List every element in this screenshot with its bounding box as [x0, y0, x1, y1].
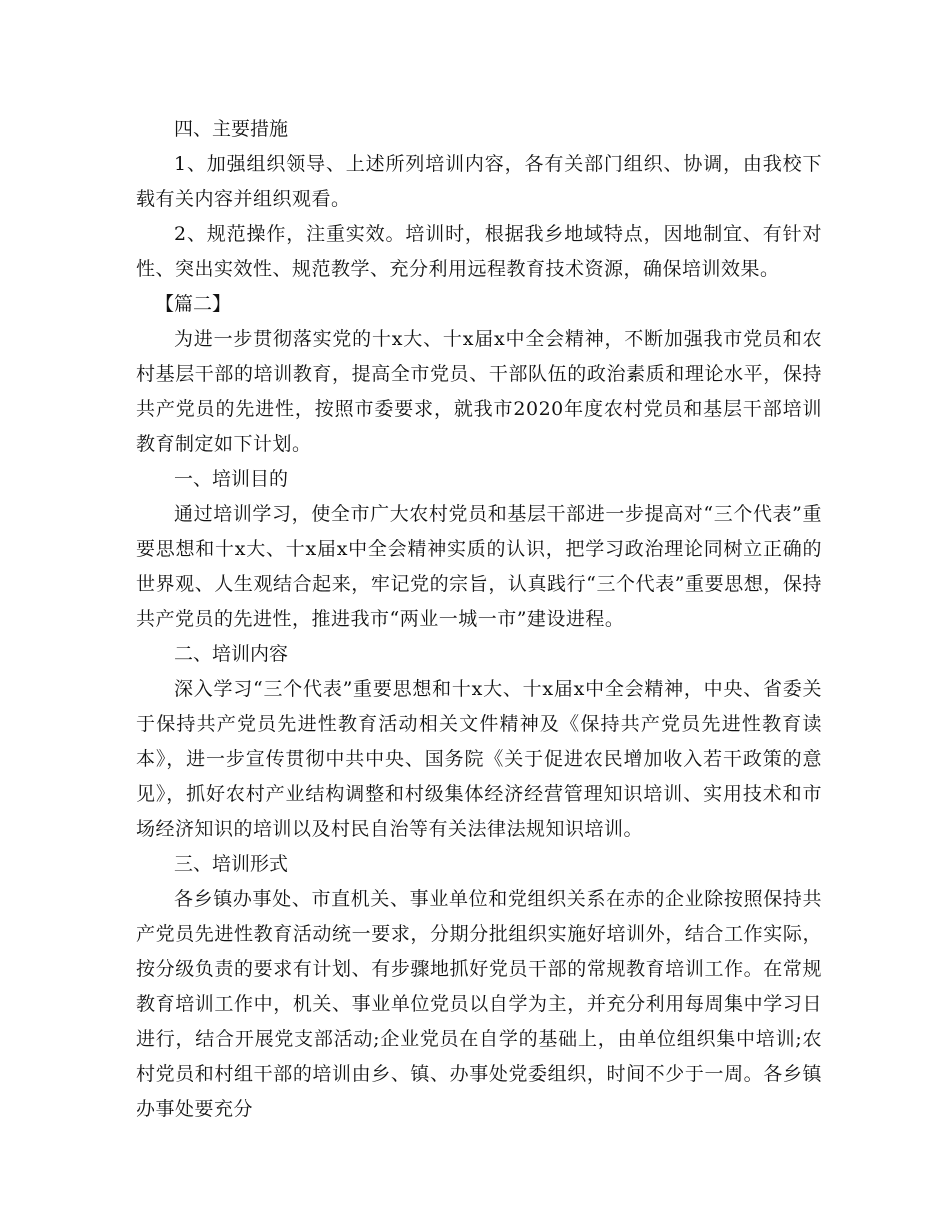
- document-page: [136, 112, 822, 1127]
- paragraph-measure-1: 1、加强组织领导、上述所列培训内容，各有关部门组织、协调，由我校下载有关内容并组织观看。: [136, 153, 822, 210]
- paragraph-format: 各乡镇办事处、市直机关、事业单位和党组织关系在赤的企业除按照保持共产党员先进性教育活动统一要求，分期分批组织实施好培训外，结合工作实际，按分级负责的要求有计划、有步骤地抓好党员干部的常规教育培训工作。在常规教育培训工作中，机关、事业单位党员以自学为主，并充分利用每周集中学习日进行，结合开展党支部活动;企业党员在自学的基础上，由单位组织集中培训;农村党员和村组干部的培训由乡、镇、办事处党委组织，时间不少于一周。各乡镇办事处要充分: [136, 888, 822, 1120]
- section-heading-measures: 四、主要措施: [174, 118, 289, 140]
- section-heading-content: 二、培训内容: [174, 643, 289, 665]
- paragraph-content: 深入学习“三个代表”重要思想和十x大、十x届x中全会精神，中央、省委关于保持共产党员先进性教育活动相关文件精神及《保持共产党员先进性教育读本》，进一步宣传贯彻中共中央、国务院《关于促进农民增加收入若干政策的意见》，抓好农村产业结构调整和村级集体经济经营管理知识培训、实用技术和市场经济知识的培训以及村民自治等有关法律法规知识培训。: [136, 678, 822, 840]
- paragraph-measure-2: 2、规范操作，注重实效。培训时，根据我乡地域特点，因地制宜、有针对性、突出实效性、规范教学、充分利用远程教育技术资源，确保培训效果。: [136, 223, 822, 280]
- paragraph-purpose: 通过培训学习，使全市广大农村党员和基层干部进一步提高对“三个代表”重要思想和十x大、十x届x中全会精神实质的认识，把学习政治理论同树立正确的世界观、人生观结合起来，牢记党的宗旨，认真践行“三个代表”重要思想，保持共产党员的先进性，推进我市“两业一城一市”建设进程。: [136, 503, 822, 630]
- paragraph-intro: 为进一步贯彻落实党的十x大、十x届x中全会精神，不断加强我市党员和农村基层干部的培训教育，提高全市党员、干部队伍的政治素质和理论水平，保持共产党员的先进性，按照市委要求，就我市2020年度农村党员和基层干部培训教育制定如下计划。: [136, 328, 822, 455]
- article-marker-part-two: 【篇二】: [155, 293, 232, 315]
- section-heading-format: 三、培训形式: [174, 853, 289, 875]
- section-heading-purpose: 一、培训目的: [174, 468, 289, 490]
